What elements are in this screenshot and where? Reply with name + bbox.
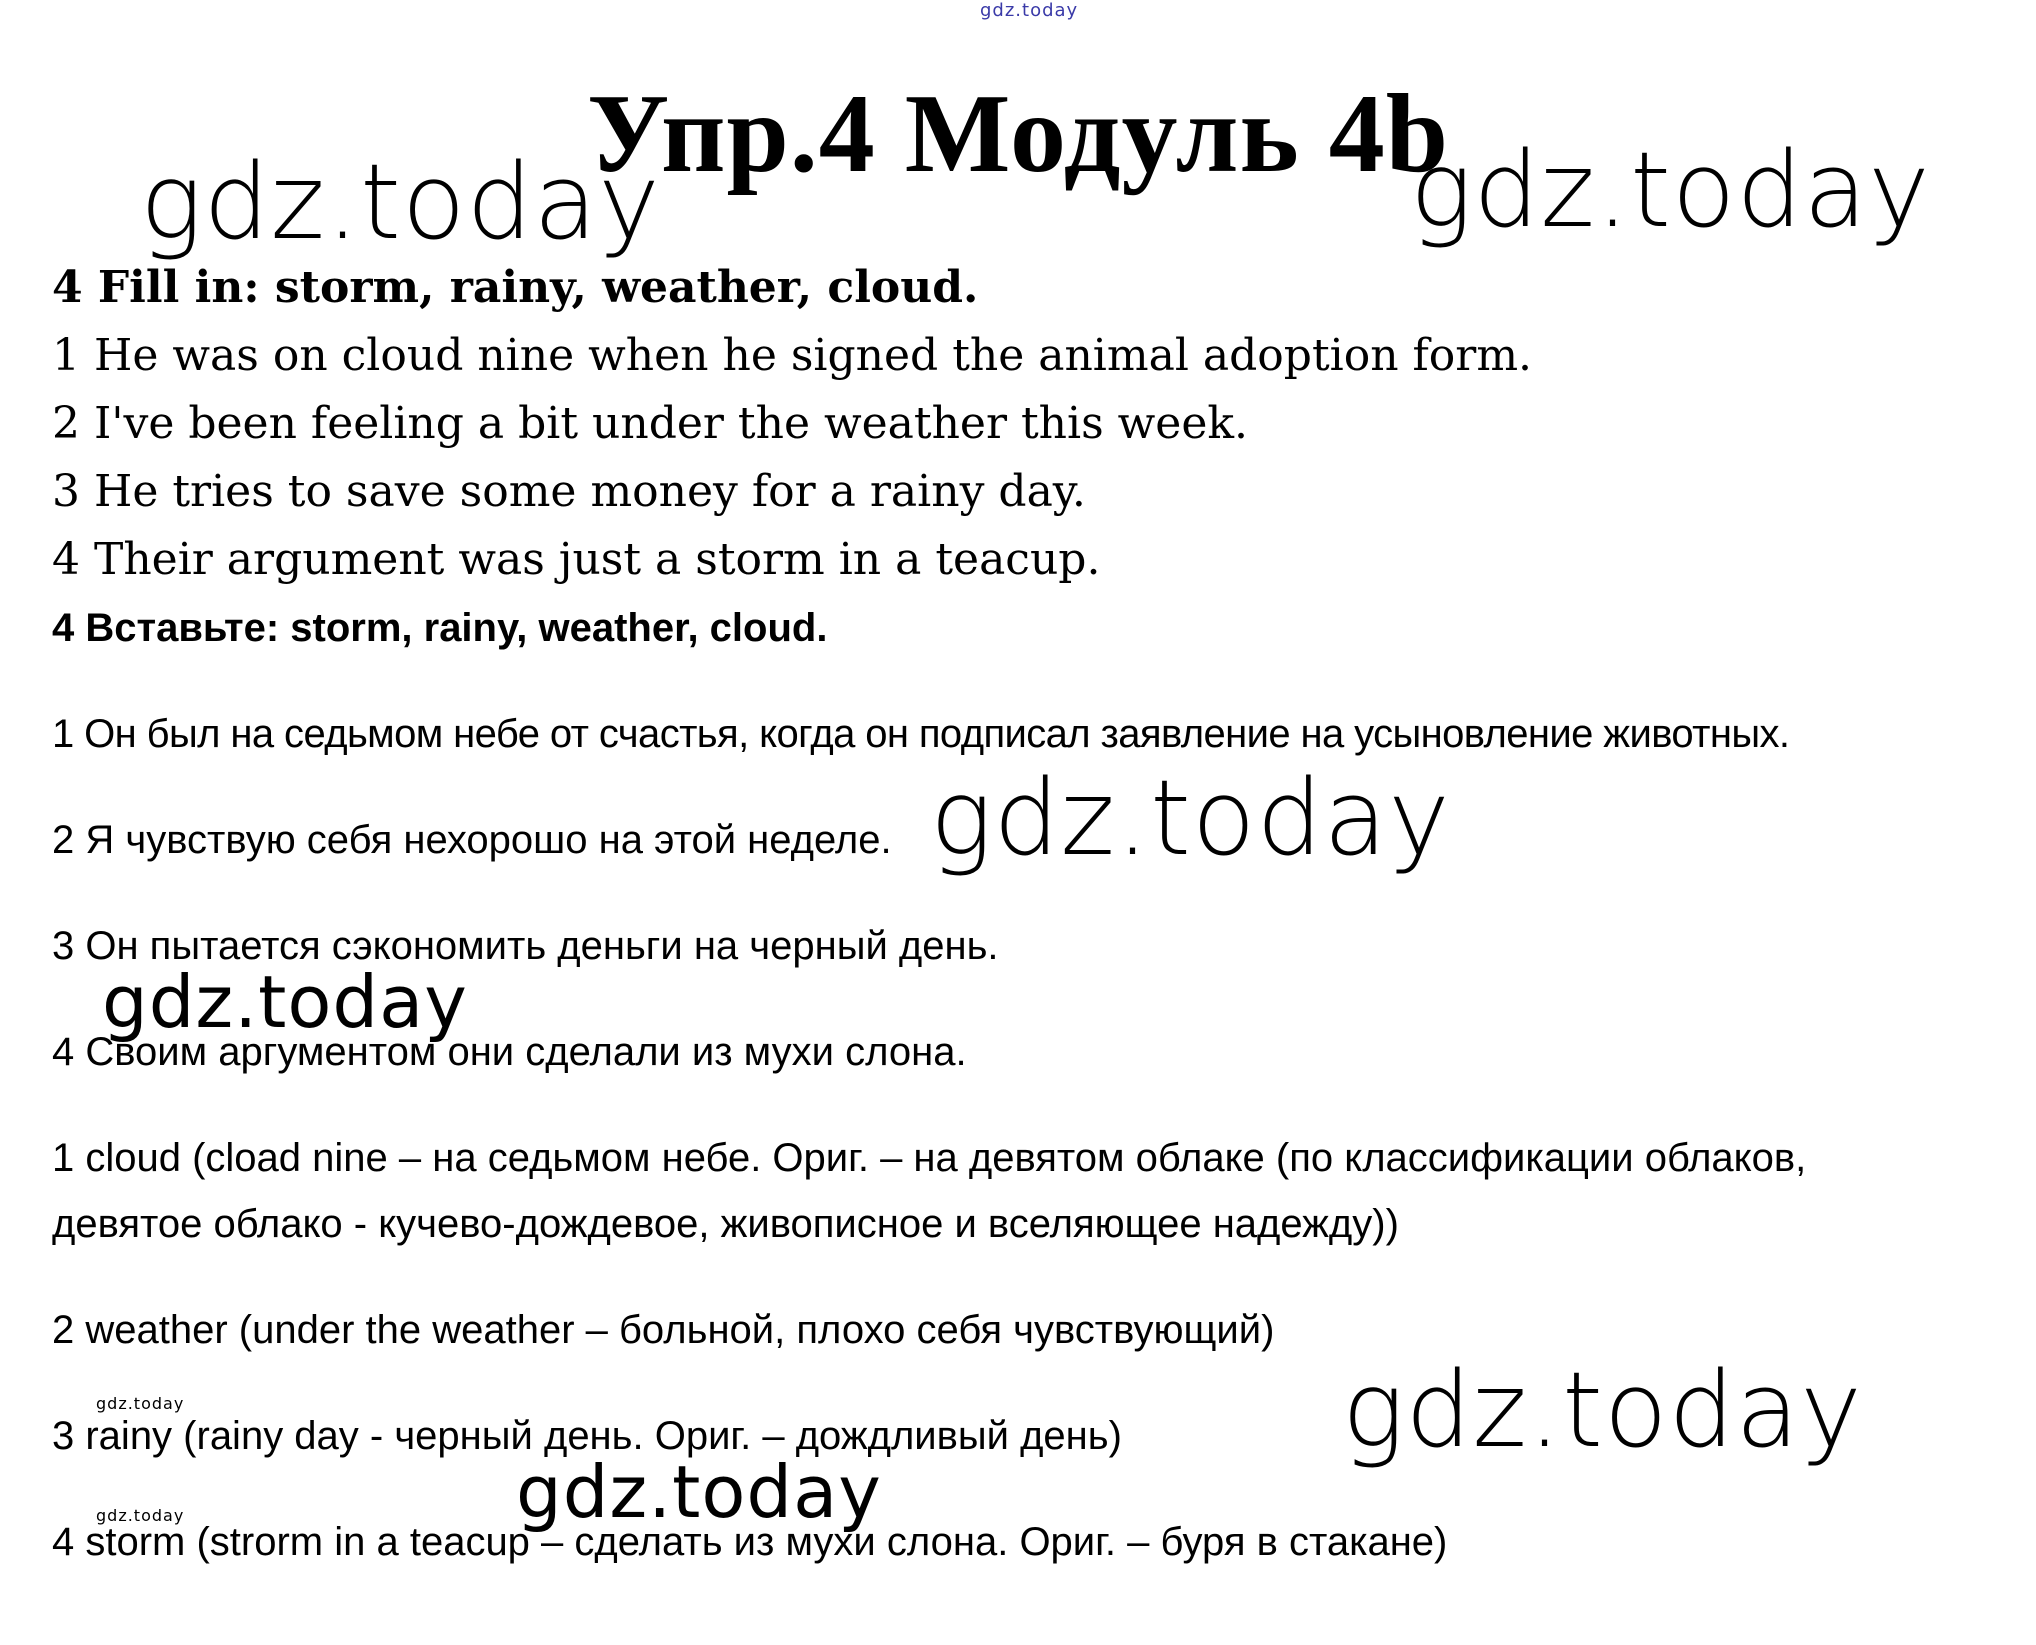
watermark-right-title: gdz.today xyxy=(1410,129,1931,251)
answer-2: 2 weather (under the weather – больной, плохо себя чувствующий) xyxy=(52,1308,1275,1352)
exercise-heading-russian: 4 Вставьте: storm, rainy, weather, cloud. xyxy=(52,606,828,650)
russian-sentence-1: 1 Он был на седьмом небе от счастья, когда он подписал заявление на усыновление животных. xyxy=(52,712,1790,756)
russian-sentence-3: 3 Он пытается сэкономить деньги на черный день. xyxy=(52,924,999,968)
english-sentence-2: 2 I've been feeling a bit under the weather this week. xyxy=(52,398,1249,449)
watermark-left-title: gdz.today xyxy=(140,141,661,263)
answer-3: 3 rainy (rainy day - черный день. Ориг. – дождливый день) xyxy=(52,1414,1122,1458)
english-sentence-3: 3 He tries to save some money for a rainy day. xyxy=(52,466,1086,517)
watermark-top: gdz.today xyxy=(980,0,1079,21)
watermark-small-2: gdz.today xyxy=(96,1506,185,1525)
watermark-left-middle: gdz.today xyxy=(102,960,468,1044)
russian-sentence-4: 4 Своим аргументом они сделали из мухи слона. xyxy=(52,1030,967,1074)
english-sentence-1: 1 He was on cloud nine when he signed the animal adoption form. xyxy=(52,330,1533,381)
exercise-heading-english: 4 Fill in: storm, rainy, weather, cloud. xyxy=(52,262,979,313)
watermark-bottom-right: gdz.today xyxy=(1342,1349,1863,1471)
answer-4: 4 storm (strorm in a teacup – сделать из мухи слона. Ориг. – буря в стакане) xyxy=(52,1520,1448,1564)
answer-1-line-2: девятое облако - кучево-дождевое, живописное и вселяющее надежду)) xyxy=(52,1202,1399,1246)
answer-1-line-1: 1 cloud (cload nine – на седьмом небе. Ориг. – на девятом облаке (по классификации облаков, xyxy=(52,1136,1807,1180)
russian-sentence-2: 2 Я чувствую себя нехорошо на этой неделе. xyxy=(52,818,892,862)
watermark-small-1: gdz.today xyxy=(96,1394,185,1413)
watermark-bottom-center: gdz.today xyxy=(516,1450,882,1534)
page-title: Упр.4 Модуль 4b xyxy=(586,72,1450,196)
english-sentence-4: 4 Their argument was just a storm in a teacup. xyxy=(52,534,1101,585)
watermark-middle: gdz.today xyxy=(930,757,1451,879)
